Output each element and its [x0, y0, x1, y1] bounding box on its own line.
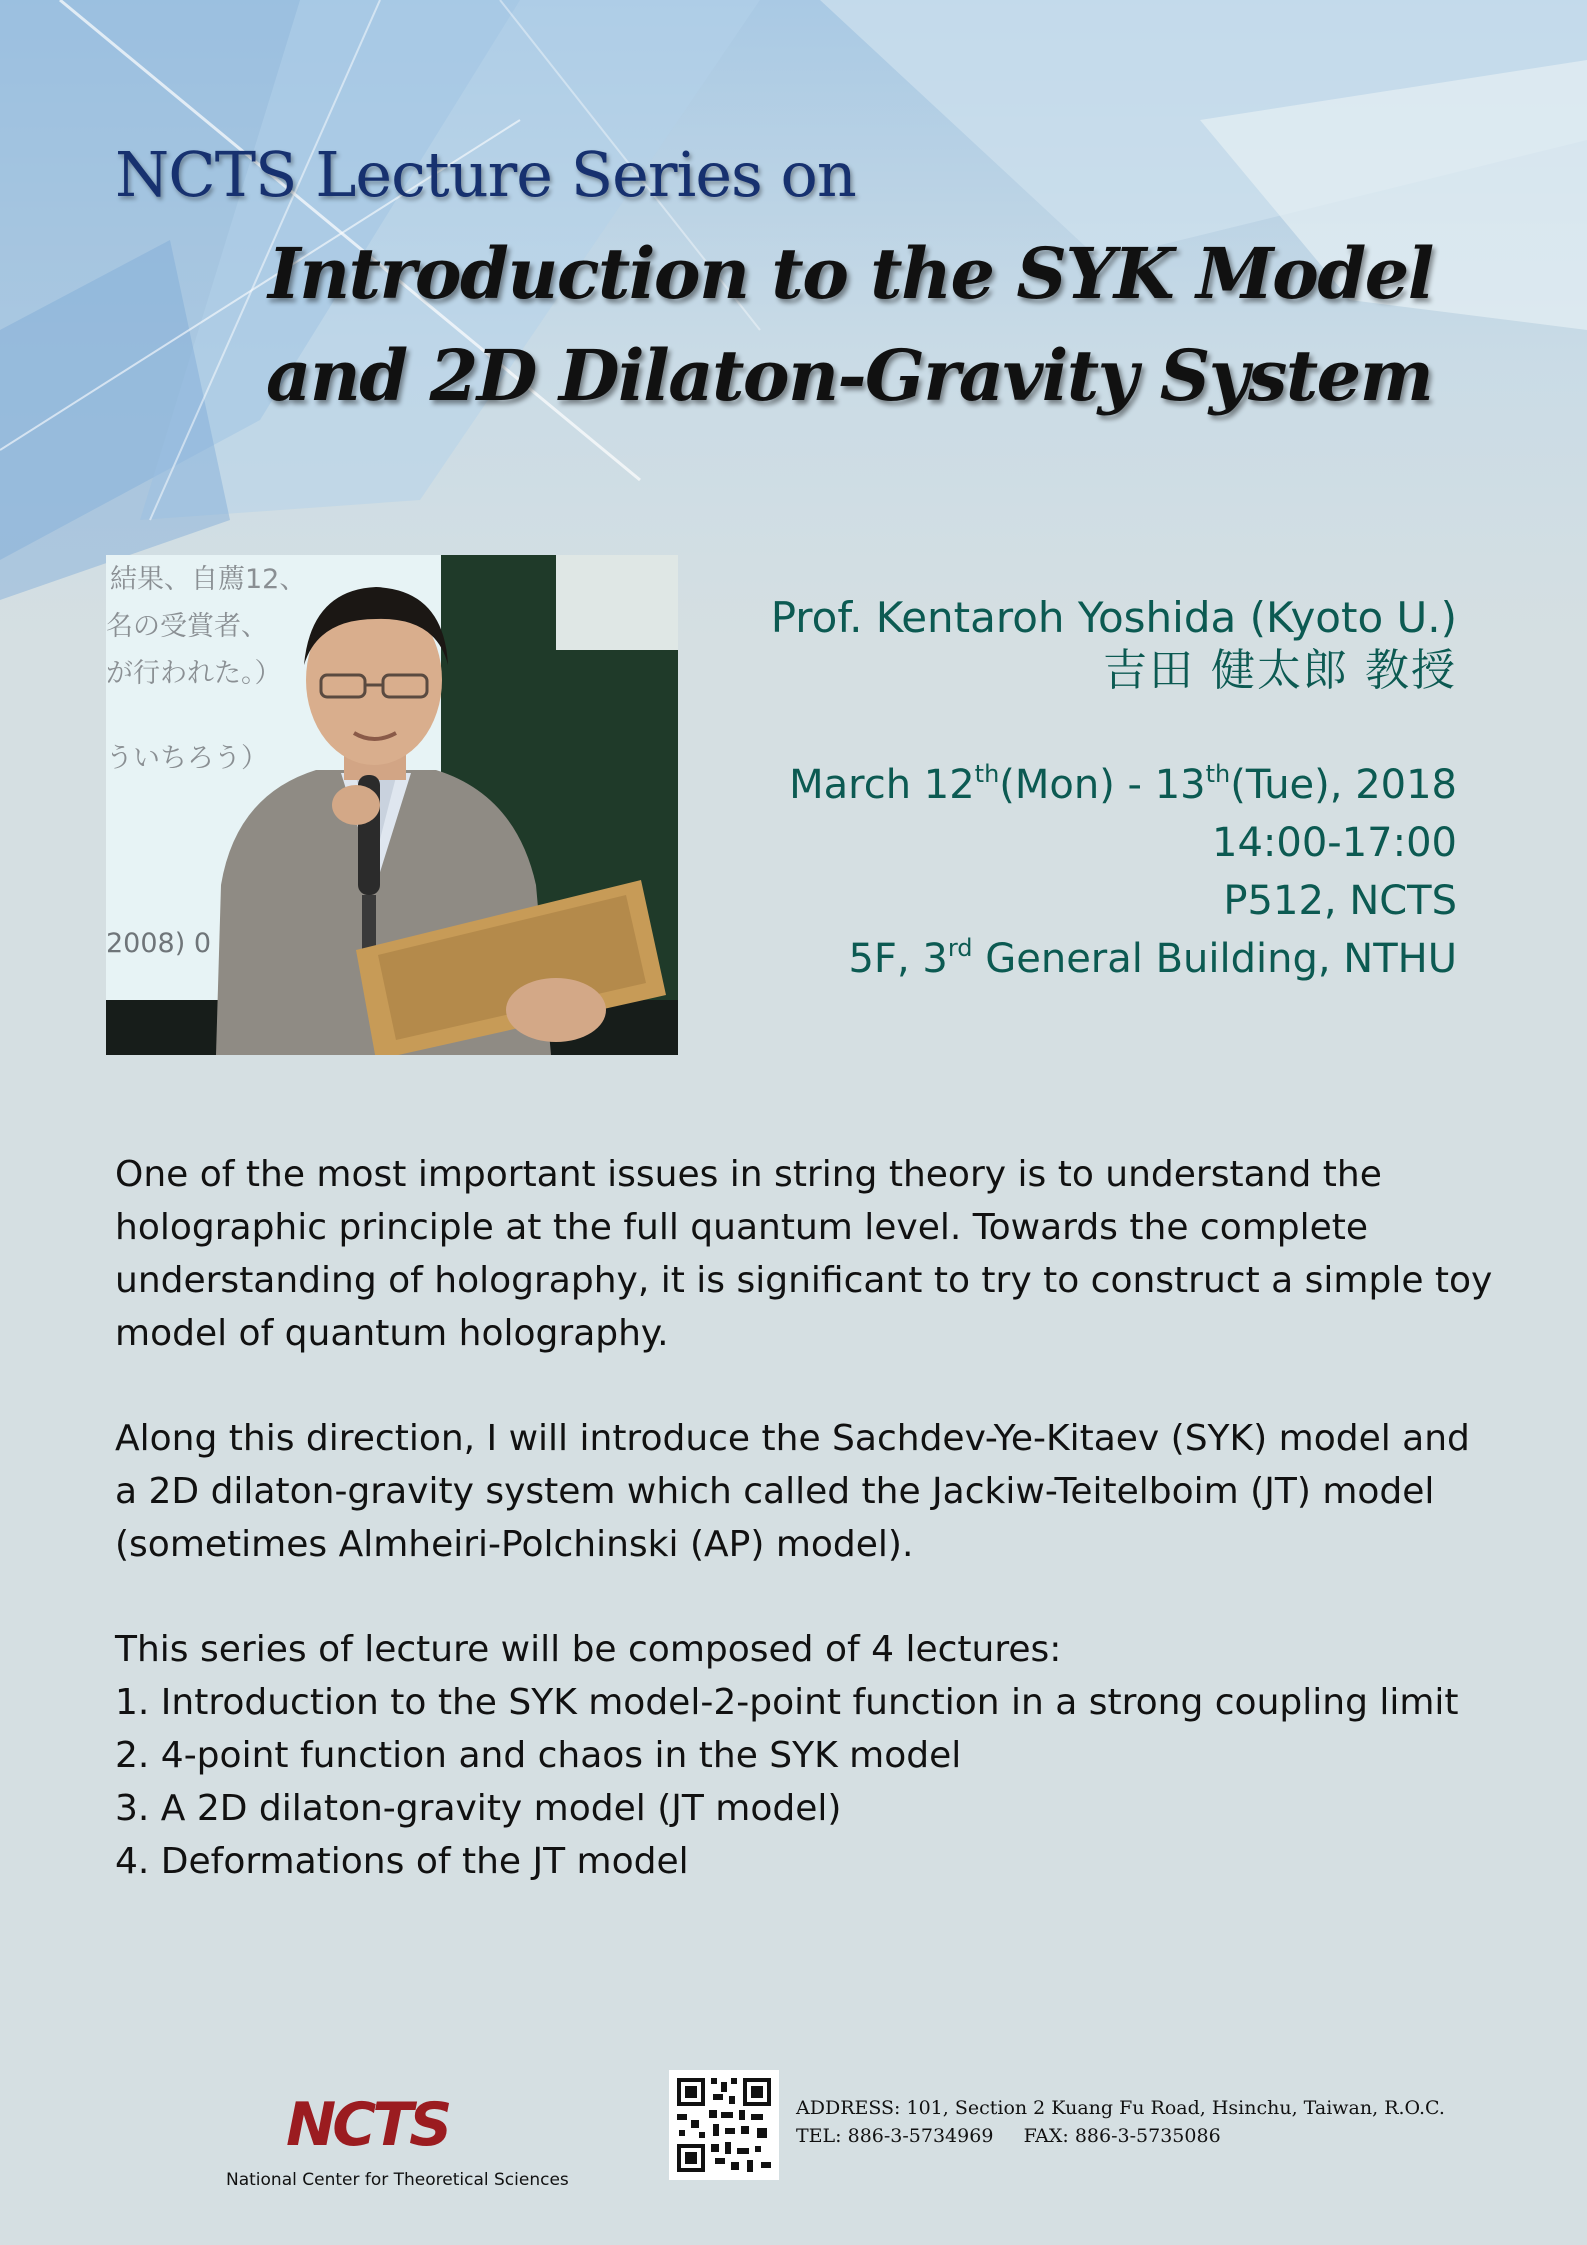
tel-number: TEL: 886-3-5734969 — [796, 2125, 994, 2147]
event-date: March 12th(Mon) - 13th(Tue), 2018 — [789, 760, 1457, 808]
series-heading: NCTS Lecture Series on — [115, 138, 856, 211]
event-room: P512, NCTS — [1223, 878, 1457, 924]
ncts-logo-caption: National Center for Theoretical Sciences — [226, 2170, 569, 2190]
poster-header — [0, 0, 1587, 440]
slide-text-5: 2008) 0 — [106, 928, 212, 959]
speaker-name-chinese: 吉田 健太郎 教授 — [1103, 645, 1457, 696]
qr-code — [669, 2070, 779, 2180]
abstract-paragraph-2: Along this direction, I will introduce the Sachdev-Ye-Kitaev (SYK) model and a 2D dilaton-gravity system which called the Jackiw-Teitelboim (JT) model (sometimes Almheiri-Polchinski (AP) model). — [115, 1418, 1470, 1565]
event-time: 14:00-17:00 — [1212, 820, 1457, 866]
lecture-item-4: 4. Deformations of the JT model — [115, 1841, 689, 1882]
speaker-photo — [106, 555, 678, 1055]
slide-text-2: 名の受賞者、 — [106, 611, 268, 642]
lecture-list — [115, 1623, 1495, 1888]
lecture-list-intro: This series of lecture will be composed of 4 lectures: — [115, 1629, 1062, 1670]
speaker-name-english: Prof. Kentaroh Yoshida (Kyoto U.) — [770, 593, 1457, 642]
lecture-title-line2: and 2D Dilaton-Gravity System — [266, 334, 1433, 417]
contact-info — [796, 2094, 1445, 2150]
slide-text-4: ういちろう） — [106, 743, 268, 774]
event-building: 5F, 3rd General Building, NTHU — [848, 934, 1457, 982]
phone-line — [796, 2122, 1445, 2150]
ncts-logo — [226, 2090, 569, 2230]
lecture-item-1: 1. Introduction to the SYK model-2-point function in a strong coupling limit — [115, 1682, 1459, 1723]
address-line: ADDRESS: 101, Section 2 Kuang Fu Road, Hsinchu, Taiwan, R.O.C. — [796, 2097, 1445, 2119]
lecture-item-3: 3. A 2D dilaton-gravity model (JT model) — [115, 1788, 842, 1829]
slide-text-1: 結果、自薦12、 — [110, 564, 307, 595]
fax-number: FAX: 886-3-5735086 — [1023, 2125, 1221, 2147]
slide-text-3: が行われた。） — [106, 658, 282, 689]
event-info — [697, 592, 1457, 988]
event-schedule — [697, 756, 1457, 988]
ncts-logo-mark: NCTS — [286, 2090, 449, 2160]
abstract-paragraph-1: One of the most important issues in string theory is to understand the holographic principle at the full quantum level. Towards the complete understanding of holography, it is significant to try to construct a simple toy model of quantum holography. — [115, 1154, 1493, 1354]
lecture-item-2: 2. 4-point function and chaos in the SYK model — [115, 1735, 962, 1776]
abstract — [115, 1148, 1495, 1888]
lecture-title-line1: Introduction to the SYK Model — [268, 232, 1433, 315]
